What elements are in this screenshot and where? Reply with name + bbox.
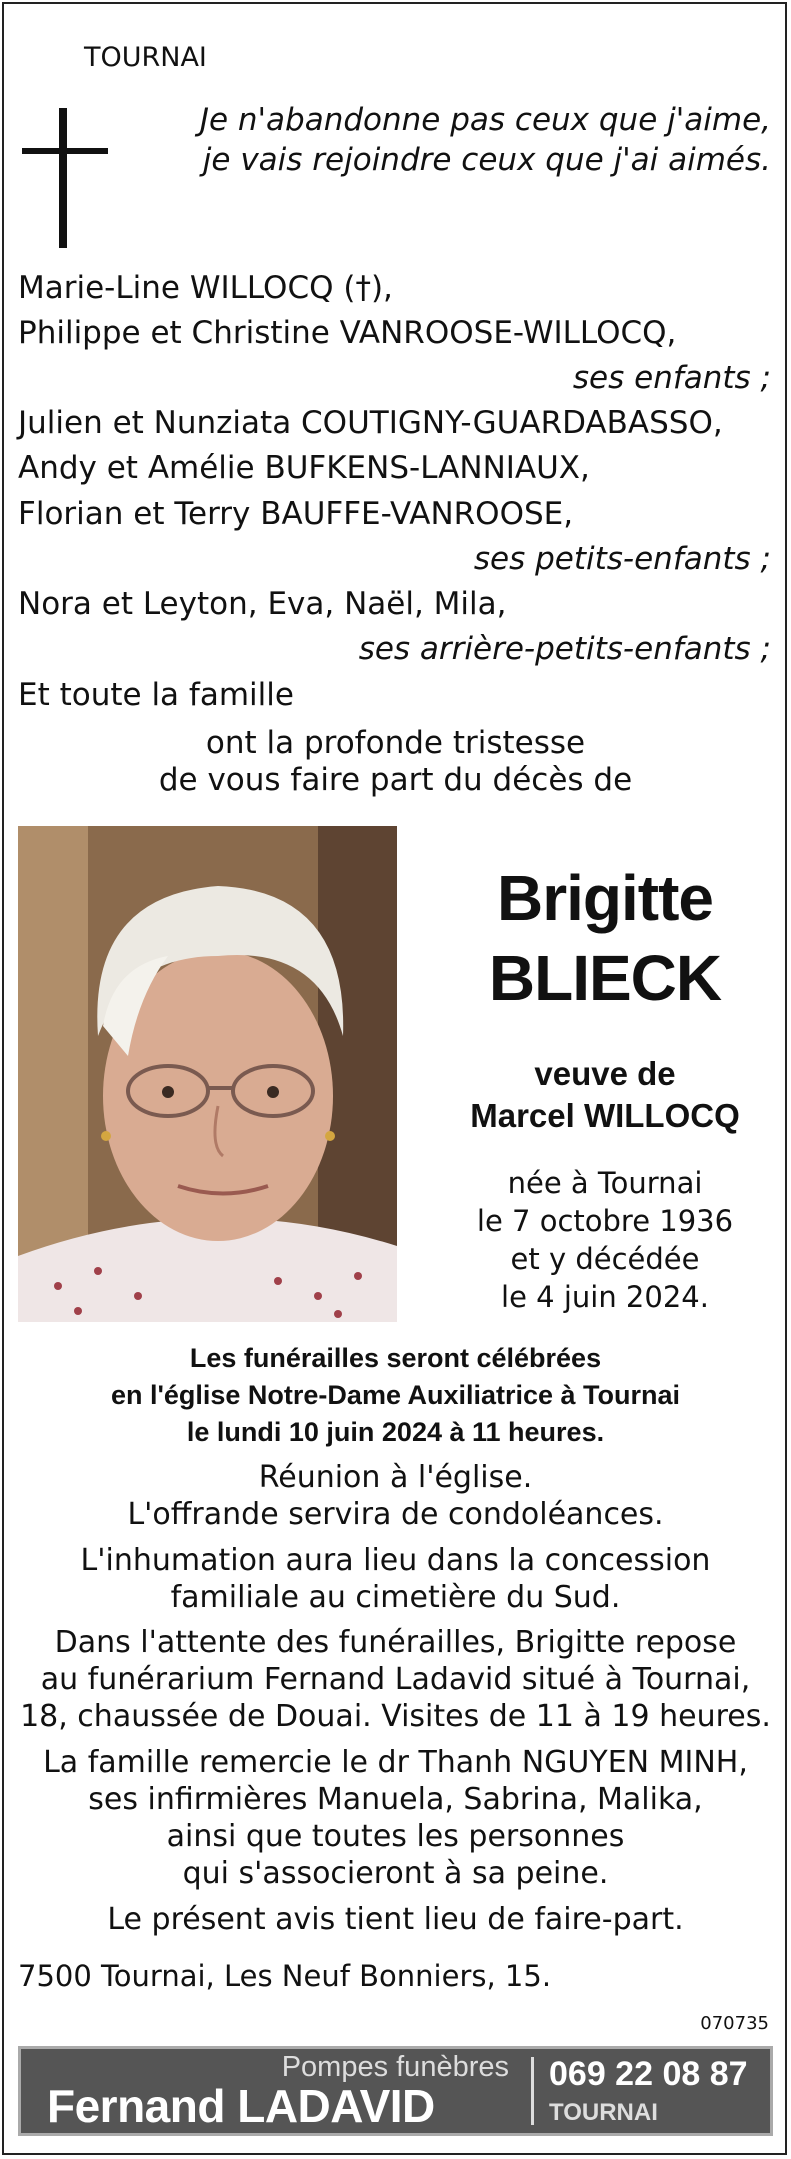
widow-line: veuve de [534,1055,676,1092]
reference-number: 070735 [700,2013,769,2034]
announcement-line: de vous faire part du décès de [158,762,633,798]
family-label: ses petits-enfants ; [473,541,771,577]
banner-divider [531,2057,534,2125]
funeral-rest: 18, chaussée de Douai. Visites de 11 à 19 heures. [20,1699,771,1734]
birth-death-line: le 4 juin 2024. [501,1280,709,1314]
deceased-last-name: BLIECK [488,942,722,1014]
funeral-burial: L'inhumation aura lieu dans la concession [80,1543,711,1578]
family-line: Et toute la famille [18,677,294,713]
funeral-home-name: Fernand LADAVID [47,2080,435,2132]
quote [171,100,771,180]
funeral-burial: familiale au cimetière du Sud. [170,1580,621,1615]
funeral-notice: Le présent avis tient lieu de faire-part. [107,1902,684,1937]
deceased-first-name: Brigitte [497,862,713,934]
family-line: Florian et Terry BAUFFE-VANROOSE, [18,496,574,532]
funeral-detail: Les funérailles seront célébrées [189,1343,602,1373]
funeral-thanks: ses infirmières Manuela, Sabrina, Malika, [88,1782,703,1817]
header-city: TOURNAI [84,42,207,73]
funeral-home-banner [18,2046,773,2136]
quote-line: je vais rejoindre ceux que j'ai aimés. [202,142,771,178]
birth-death-line: le 7 octobre 1936 [476,1204,734,1238]
family-line: Nora et Leyton, Eva, Naël, Mila, [18,586,507,622]
announcement-line: ont la profonde tristesse [205,725,586,761]
funeral-detail: en l'église Notre-Dame Auxiliatrice à Tournai [110,1380,681,1410]
funeral-thanks: ainsi que toutes les personnes [166,1819,625,1854]
family-label: ses arrière-petits-enfants ; [358,631,771,667]
funeral-meeting: L'offrande servira de condoléances. [127,1497,664,1532]
deceased-photo [18,826,397,1322]
family-address: 7500 Tournai, Les Neuf Bonniers, 15. [18,1959,552,1993]
funeral-home-city: TOURNAI [549,2099,658,2126]
birth-death-line: et y décédée [510,1242,700,1276]
funeral-meeting: Réunion à l'église. [258,1460,533,1495]
funeral-thanks: La famille remercie le dr Thanh NGUYEN MINH, [43,1745,748,1780]
funeral-thanks: qui s'associeront à sa peine. [182,1856,609,1891]
funeral-home-brand [21,2049,531,2133]
family-line: Marie-Line WILLOCQ (†), [18,270,393,306]
family-line: Andy et Amélie BUFKENS-LANNIAUX, [18,450,590,486]
family-line: Philippe et Christine VANROOSE-WILLOCQ, [18,315,677,351]
funeral-detail: le lundi 10 juin 2024 à 11 heures. [186,1417,605,1447]
funeral-rest: Dans l'attente des funérailles, Brigitte repose [54,1625,737,1660]
widow-line: Marcel WILLOCQ [470,1097,740,1134]
funeral-home-tagline: Pompes funèbres [281,2051,509,2083]
funeral-rest: au funérarium Fernand Ladavid situé à Tournai, [40,1662,751,1697]
family-line: Julien et Nunziata COUTIGNY-GUARDABASSO, [18,405,723,441]
birth-death-line: née à Tournai [507,1166,703,1200]
cross-icon [22,108,108,248]
quote-line: Je n'abandonne pas ceux que j'aime, [199,102,771,138]
family-label: ses enfants ; [572,360,771,396]
funeral-home-phone: 069 22 08 87 [549,2055,748,2093]
